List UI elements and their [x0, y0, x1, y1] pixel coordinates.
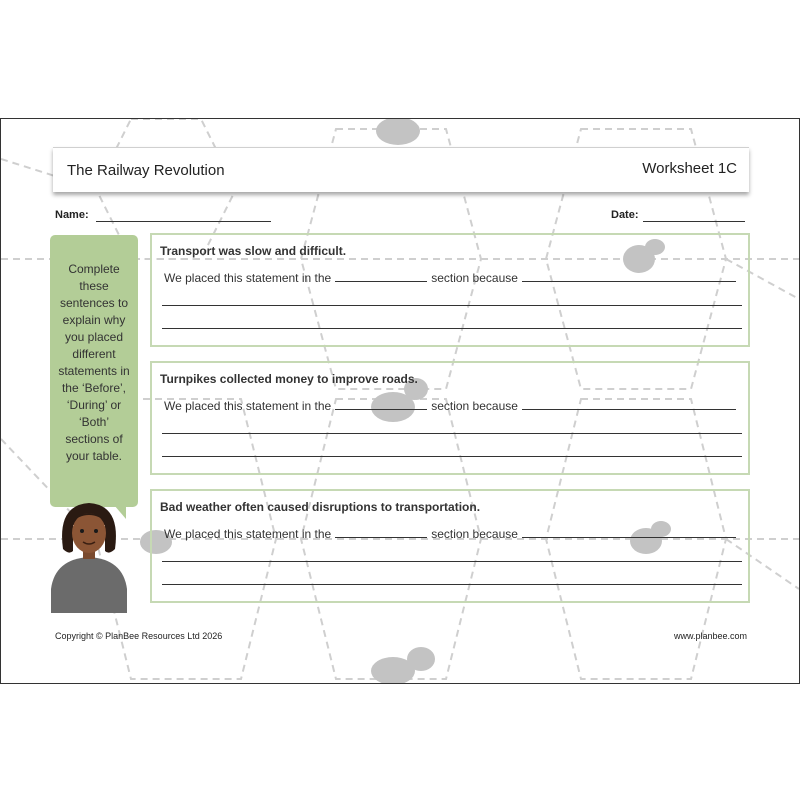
sentence-part1: We placed this statement in the: [164, 399, 332, 413]
girl-avatar-icon: [49, 497, 131, 613]
answer-line[interactable]: [162, 584, 742, 585]
answer-line[interactable]: [162, 433, 742, 434]
statement-box-1: [150, 233, 750, 347]
reason-blank[interactable]: [522, 280, 736, 282]
statement-text: Turnpikes collected money to improve roads.: [160, 372, 418, 386]
section-blank[interactable]: [335, 536, 427, 538]
statement-text: Transport was slow and difficult.: [160, 244, 347, 258]
worksheet-page: [0, 118, 800, 684]
worksheet-title: The Railway Revolution: [67, 162, 225, 179]
statement-box-2: [150, 361, 750, 475]
answer-line[interactable]: [162, 561, 742, 562]
copyright-text: Copyright © PlanBee Resources Ltd 2026: [55, 631, 223, 641]
statement-box-3: [150, 489, 750, 603]
sentence-part1: We placed this statement in the: [164, 271, 332, 285]
date-label: Date:: [611, 209, 639, 221]
sentence-part2: section because: [431, 527, 518, 541]
sentence-row: [164, 271, 736, 285]
reason-blank[interactable]: [522, 536, 736, 538]
name-input-line[interactable]: [96, 221, 271, 222]
section-blank[interactable]: [335, 408, 427, 410]
instruction-speech-bubble: [50, 235, 138, 507]
header-bar: [53, 147, 749, 192]
sentence-part1: We placed this statement in the: [164, 527, 332, 541]
sentence-row: [164, 399, 736, 413]
sentence-part2: section because: [431, 399, 518, 413]
name-label: Name:: [55, 209, 89, 221]
section-blank[interactable]: [335, 280, 427, 282]
statement-text: Bad weather often caused disruptions to transportation.: [160, 500, 481, 514]
answer-line[interactable]: [162, 456, 742, 457]
date-input-line[interactable]: [643, 221, 745, 222]
reason-blank[interactable]: [522, 408, 736, 410]
worksheet-number: Worksheet 1C: [642, 160, 737, 177]
answer-line[interactable]: [162, 305, 742, 306]
website-link[interactable]: www.planbee.com: [673, 631, 747, 641]
answer-line[interactable]: [162, 328, 742, 329]
instruction-text: Complete these sentences to explain why you placed different statements in the ‘Before’, ‘During’ or ‘Both’ sections of your table.: [58, 262, 130, 463]
sentence-part2: section because: [431, 271, 518, 285]
sentence-row: [164, 527, 736, 541]
